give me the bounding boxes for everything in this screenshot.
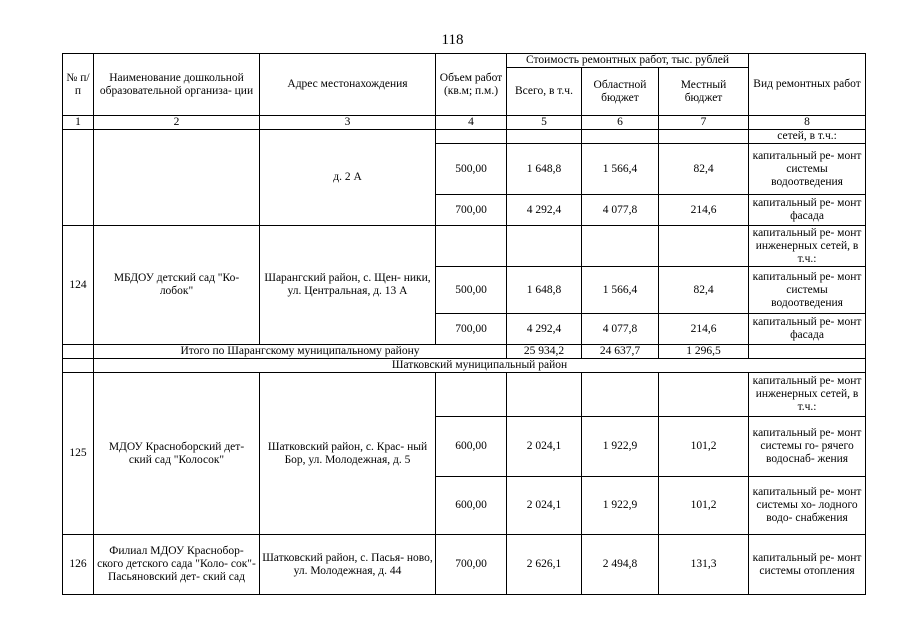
row-number: 126	[63, 535, 94, 595]
total-cell: 2 024,1	[507, 477, 582, 535]
volume-cell: 600,00	[436, 477, 507, 535]
kind-cell: капитальный ре- монт инженерных сетей, в т.ч.:	[749, 226, 866, 267]
kind-cell: капитальный ре- монт фасада	[749, 195, 866, 226]
kind-cell: капитальный ре- монт системы водоотведения	[749, 144, 866, 195]
regional-cell: 24 637,7	[582, 345, 659, 359]
table-row	[63, 226, 866, 267]
col-number: 6	[582, 116, 659, 130]
regional-cell: 2 494,8	[582, 535, 659, 595]
subtotal-label: Итого по Шарангскому муниципальному району	[94, 345, 507, 359]
volume-cell: 600,00	[436, 417, 507, 477]
column-number-row	[63, 116, 866, 130]
total-cell: 1 648,8	[507, 267, 582, 314]
header-regional: Областной бюджет	[582, 68, 659, 116]
header-total: Всего, в т.ч.	[507, 68, 582, 116]
local-cell: 214,6	[659, 314, 749, 345]
kind-cell: капитальный ре- монт системы водоотведения	[749, 267, 866, 314]
volume-cell: 500,00	[436, 267, 507, 314]
col-number: 2	[94, 116, 260, 130]
table-row	[63, 535, 866, 595]
district-row	[63, 359, 866, 373]
local-cell: 82,4	[659, 267, 749, 314]
local-cell: 101,2	[659, 477, 749, 535]
local-cell: 1 296,5	[659, 345, 749, 359]
volume-cell: 700,00	[436, 314, 507, 345]
regional-cell: 1 922,9	[582, 477, 659, 535]
header-num: № п/п	[63, 54, 94, 116]
header-name: Наименование дошкольной образовательной организа- ции	[94, 54, 260, 116]
table-row	[63, 130, 866, 144]
header-local: Местный бюджет	[659, 68, 749, 116]
regional-cell: 1 922,9	[582, 417, 659, 477]
header-address: Адрес местонахождения	[260, 54, 436, 116]
col-number: 5	[507, 116, 582, 130]
col-number: 3	[260, 116, 436, 130]
col-number: 8	[749, 116, 866, 130]
kind-cell: сетей, в т.ч.:	[749, 130, 866, 144]
total-cell: 25 934,2	[507, 345, 582, 359]
regional-cell: 1 566,4	[582, 267, 659, 314]
row-number: 125	[63, 373, 94, 535]
row-number: 124	[63, 226, 94, 345]
subtotal-row	[63, 345, 866, 359]
repair-cost-table	[62, 53, 866, 595]
kind-cell: капитальный ре- монт фасада	[749, 314, 866, 345]
address-cell: Шарангский район, с. Щен- ники, ул. Центральная, д. 13 А	[260, 226, 436, 345]
page-number: 118	[441, 32, 464, 48]
col-number: 4	[436, 116, 507, 130]
address-cell: Шатковский район, с. Крас- ный Бор, ул. Молодежная, д. 5	[260, 373, 436, 535]
kind-cell: капитальный ре- монт инженерных сетей, в т.ч.:	[749, 373, 866, 417]
address-cell: д. 2 А	[260, 130, 436, 226]
org-name: Филиал МДОУ Краснобор- ского детского сада "Коло- сок"- Пасьяновский дет- ский сад	[94, 535, 260, 595]
header-cost-group: Стоимость ремонтных работ, тыс. рублей	[507, 54, 749, 68]
header-kind: Вид ремонтных работ	[749, 54, 866, 116]
kind-cell: капитальный ре- монт системы отопления	[749, 535, 866, 595]
org-name: МДОУ Красноборский дет- ский сад "Колосок"	[94, 373, 260, 535]
address-cell: Шатковский район, с. Пасья- ново, ул. Молодежная, д. 44	[260, 535, 436, 595]
total-cell: 1 648,8	[507, 144, 582, 195]
table-row	[63, 373, 866, 417]
local-cell: 82,4	[659, 144, 749, 195]
total-cell: 4 292,4	[507, 314, 582, 345]
volume-cell: 700,00	[436, 195, 507, 226]
header-row-1	[63, 54, 866, 68]
volume-cell: 500,00	[436, 144, 507, 195]
local-cell: 131,3	[659, 535, 749, 595]
header-volume: Объем работ (кв.м; п.м.)	[436, 54, 507, 116]
district-label: Шатковский муниципальный район	[94, 359, 866, 373]
kind-cell: капитальный ре- монт системы го- рячего водоснаб- жения	[749, 417, 866, 477]
col-number: 7	[659, 116, 749, 130]
regional-cell: 4 077,8	[582, 195, 659, 226]
total-cell: 2 024,1	[507, 417, 582, 477]
regional-cell: 4 077,8	[582, 314, 659, 345]
total-cell: 2 626,1	[507, 535, 582, 595]
local-cell: 214,6	[659, 195, 749, 226]
regional-cell: 1 566,4	[582, 144, 659, 195]
org-name: МБДОУ детский сад "Ко- лобок"	[94, 226, 260, 345]
col-number: 1	[63, 116, 94, 130]
total-cell: 4 292,4	[507, 195, 582, 226]
kind-cell: капитальный ре- монт системы хо- лодного водо- снабжения	[749, 477, 866, 535]
local-cell: 101,2	[659, 417, 749, 477]
volume-cell: 700,00	[436, 535, 507, 595]
